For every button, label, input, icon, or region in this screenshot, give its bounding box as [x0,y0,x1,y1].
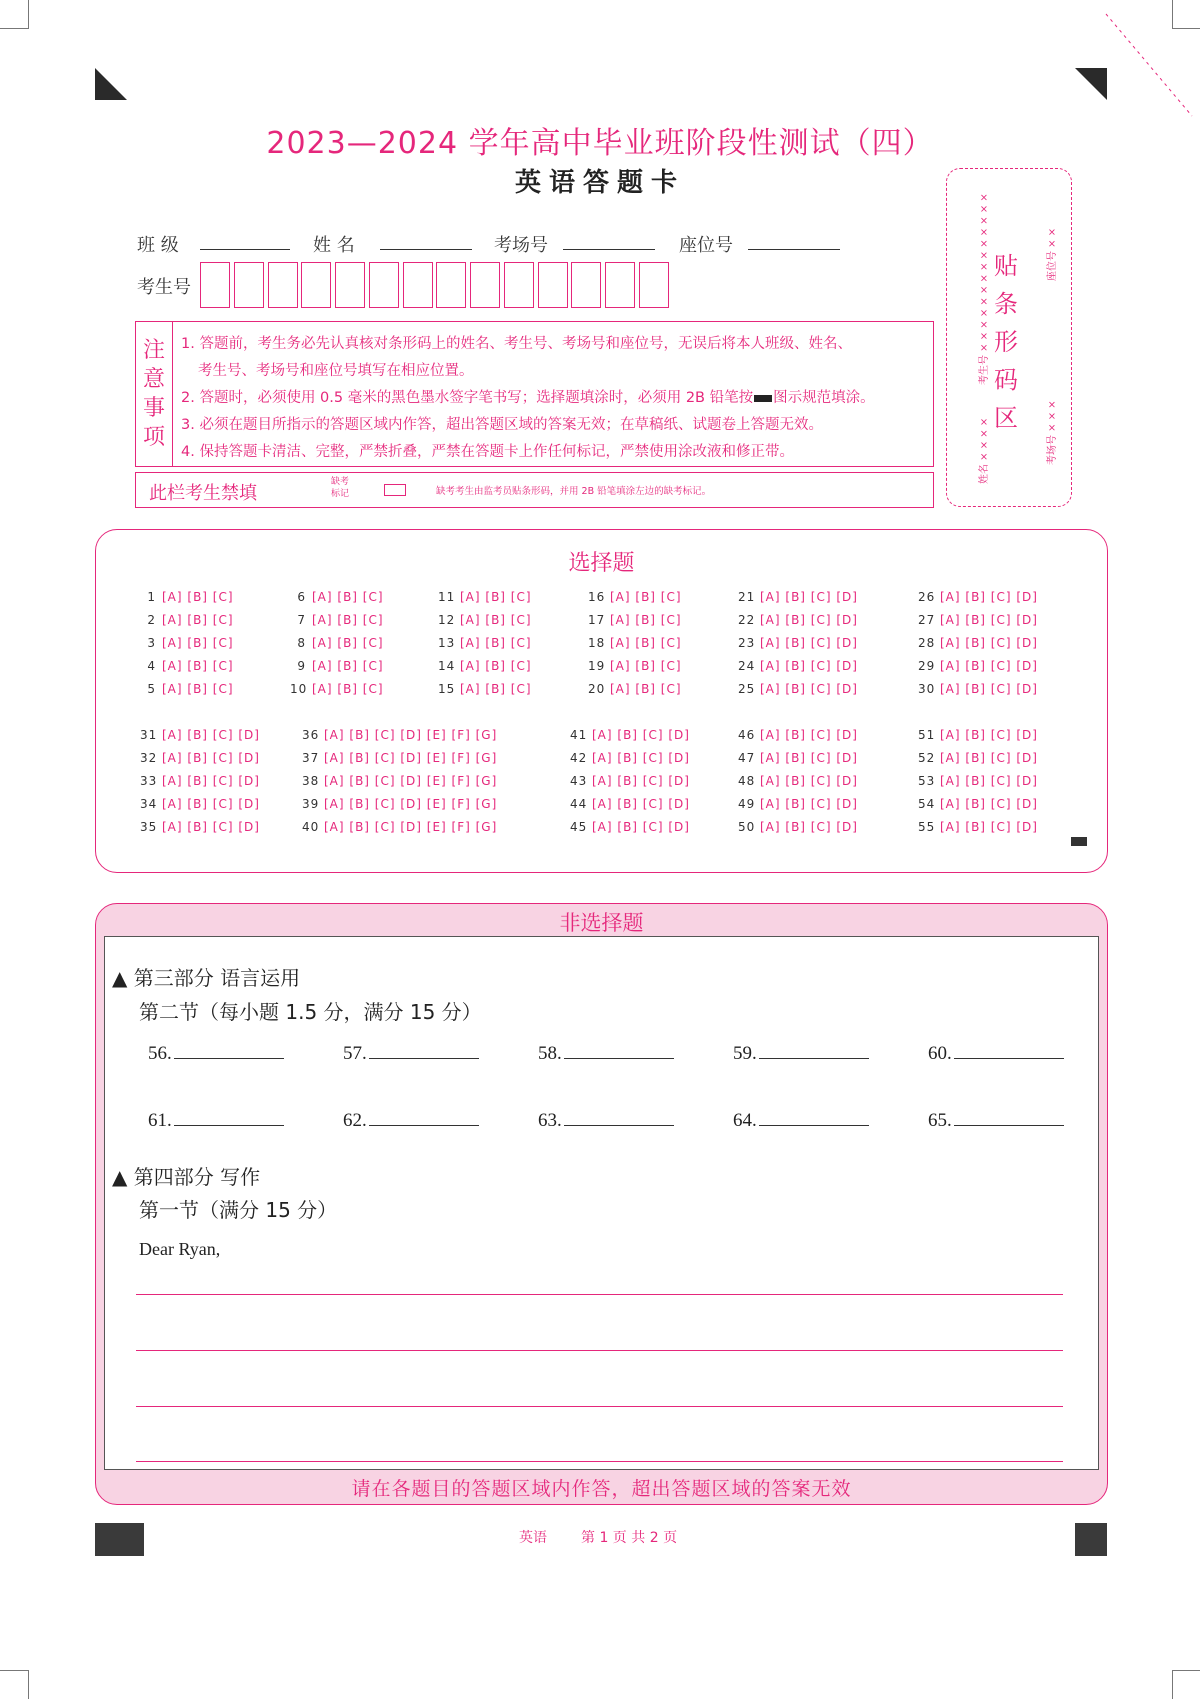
footer-warning: 请在各题目的答题区域内作答，超出答题区域的答案无效 [351,1478,852,1500]
question-number: 16 [588,590,606,604]
choice-question[interactable] [302,751,497,765]
question-number: 49 [738,797,756,811]
choice-question[interactable] [302,774,497,788]
answer-options[interactable]: [A] [B] [C] [610,613,682,627]
choice-question[interactable] [738,820,858,834]
question-number: 27 [918,613,936,627]
answer-options[interactable]: [A] [B] [C] [D] [760,613,858,627]
answer-options[interactable]: [A] [B] [C] [D] [592,820,690,834]
part3-section-heading: 第二节（每小题 1.5 分，满分 15 分） [139,1000,482,1024]
crop-mark-bottom-right [1172,1670,1200,1699]
question-number: 34 [140,797,158,811]
answer-options[interactable]: [A] [B] [C] [D] [760,636,858,650]
question-number: 50 [738,820,756,834]
answer-options[interactable]: [A] [B] [C] [460,636,532,650]
blank-line[interactable] [954,1124,1064,1126]
answer-options[interactable]: [A] [B] [C] [312,682,384,696]
question-number: 46 [738,728,756,742]
answer-options[interactable]: [A] [B] [C] [D] [940,659,1038,673]
choice-question[interactable] [140,613,234,627]
answer-options[interactable]: [A] [B] [C] [D] [162,797,260,811]
choice-question[interactable] [738,751,858,765]
barcode-label: 贴 条 形 码 区 [994,252,1018,432]
room-field[interactable] [563,248,655,250]
choice-question[interactable] [140,774,260,788]
part3-heading: ▲ 第三部分 语言运用 [112,966,301,990]
choice-question[interactable] [570,774,690,788]
answer-options[interactable]: [A] [B] [C] [D] [592,774,690,788]
question-number: 33 [140,774,158,788]
question-number: 37 [302,751,320,765]
answer-options[interactable]: [A] [B] [C] [162,613,234,627]
answer-options[interactable]: [A] [B] [C] [D] [760,728,858,742]
notice-box [135,321,934,467]
question-number: 23 [738,636,756,650]
part4-section-heading: 第一节（满分 15 分） [139,1198,338,1222]
answer-options[interactable]: [A] [B] [C] [D] [E] [F] [G] [324,728,498,742]
blank-answer[interactable] [733,1110,869,1132]
answer-options[interactable]: [A] [B] [C] [D] [760,797,858,811]
choice-question[interactable] [918,728,1038,742]
choice-question[interactable] [140,728,260,742]
question-number: 44 [570,797,588,811]
answer-options[interactable]: [A] [B] [C] [D] [E] [F] [G] [324,774,498,788]
answer-options[interactable]: [A] [B] [C] [610,636,682,650]
blank-number: 57. [343,1043,367,1064]
page-subtitle: 英语答题卡 [514,168,685,198]
barcode-id-marker: 考生号 × × × × × × × × × × × × × × [979,193,990,385]
barcode-area [946,168,1072,507]
alignment-marker-top-right [1075,68,1107,100]
answer-options[interactable]: [A] [B] [C] [D] [760,659,858,673]
answer-options[interactable]: [A] [B] [C] [D] [162,774,260,788]
name-field[interactable] [380,248,472,250]
barcode-room-marker: 考场号 × × × [1047,400,1058,465]
answer-options[interactable]: [A] [B] [C] [D] [760,751,858,765]
question-number: 8 [297,636,306,650]
question-number: 20 [588,682,606,696]
question-number: 31 [140,728,158,742]
answer-options[interactable]: [A] [B] [C] [D] [E] [F] [G] [324,797,498,811]
blank-line[interactable] [369,1057,479,1059]
question-number: 21 [738,590,756,604]
answer-options[interactable]: [A] [B] [C] [D] [940,728,1038,742]
footer-subject: 英语 [519,1530,547,1546]
answer-options[interactable]: [A] [B] [C] [610,659,682,673]
question-number: 14 [438,659,456,673]
blank-number: 60. [928,1043,952,1064]
choice-question[interactable] [140,590,234,604]
question-number: 10 [290,682,308,696]
blank-answer[interactable] [928,1110,1064,1132]
blank-number: 62. [343,1110,367,1131]
question-number: 51 [918,728,936,742]
notice-item-3: 3. 必须在题目所指示的答题区域内作答，超出答题区域的答案无效；在草稿纸、试题卷上答题无效。 [181,417,823,433]
answer-options[interactable]: [A] [B] [C] [460,590,532,604]
choice-question[interactable] [918,613,1038,627]
blank-line[interactable] [759,1124,869,1126]
question-number: 22 [738,613,756,627]
answer-options[interactable]: [A] [B] [C] [D] [592,751,690,765]
answer-options[interactable]: [A] [B] [C] [162,636,234,650]
answer-options[interactable]: [A] [B] [C] [312,659,384,673]
choice-question[interactable] [918,751,1038,765]
name-label: 姓 名 [313,235,355,256]
choice-question[interactable] [588,590,682,604]
blank-answer[interactable] [343,1043,479,1065]
forbidden-label: 此栏考生禁填 [149,483,257,504]
question-number: 15 [438,682,456,696]
question-number: 38 [302,774,320,788]
choice-question[interactable] [302,728,497,742]
choice-question[interactable] [290,659,384,673]
blank-number: 64. [733,1110,757,1131]
answer-options[interactable]: [A] [B] [C] [162,682,234,696]
seat-label: 座位号 [679,235,733,256]
class-label: 班 级 [137,235,179,256]
alignment-marker-top-left [95,68,127,100]
answer-options[interactable]: [A] [B] [C] [D] [760,774,858,788]
choice-question[interactable] [140,682,234,696]
choice-question[interactable] [738,728,858,742]
question-number: 7 [297,613,306,627]
question-number: 5 [147,682,156,696]
choice-question[interactable] [588,659,682,673]
answer-options[interactable]: [A] [B] [C] [D] [760,820,858,834]
answer-options[interactable]: [A] [B] [C] [D] [162,751,260,765]
question-number: 29 [918,659,936,673]
blank-number: 56. [148,1043,172,1064]
answer-options[interactable]: [A] [B] [C] [460,659,532,673]
fill-sample-icon [754,395,772,402]
answer-options[interactable]: [A] [B] [C] [D] [940,613,1038,627]
answer-options[interactable]: [A] [B] [C] [312,613,384,627]
question-number: 11 [438,590,456,604]
answer-options[interactable]: [A] [B] [C] [162,659,234,673]
question-number: 47 [738,751,756,765]
question-number: 54 [918,797,936,811]
notice-item-1: 1. 答题前，考生务必先认真核对条形码上的姓名、考生号、考场号和座位号，无误后将本人班级、姓名、 [181,336,852,352]
blank-number: 59. [733,1043,757,1064]
answer-options[interactable]: [A] [B] [C] [610,682,682,696]
blank-number: 63. [538,1110,562,1131]
question-number: 13 [438,636,456,650]
choice-question[interactable] [140,797,260,811]
question-number: 52 [918,751,936,765]
crop-mark-bottom-left [0,1670,29,1699]
choice-question[interactable] [588,636,682,650]
question-number: 26 [918,590,936,604]
question-number: 35 [140,820,158,834]
question-number: 1 [147,590,156,604]
forbidden-row [135,472,934,508]
notice-item-4: 4. 保持答题卡清洁、完整，严禁折叠，严禁在答题卡上作任何标记，严禁使用涂改液和修正带。 [181,444,794,460]
class-field[interactable] [200,248,290,250]
choice-question[interactable] [738,659,858,673]
question-number: 53 [918,774,936,788]
blank-line[interactable] [174,1057,284,1059]
answer-options[interactable]: [A] [B] [C] [D] [592,797,690,811]
choice-title: 选择题 [568,551,635,576]
blank-line[interactable] [174,1124,284,1126]
choice-question[interactable] [918,682,1038,696]
choice-question[interactable] [290,590,384,604]
timing-mark [1071,837,1087,846]
writing-line-3[interactable] [136,1406,1063,1407]
choice-question[interactable] [738,682,858,696]
blank-line[interactable] [564,1124,674,1126]
question-number: 43 [570,774,588,788]
choice-question[interactable] [140,636,234,650]
choice-question[interactable] [918,590,1038,604]
non-choice-title: 非选择题 [559,911,644,935]
answer-options[interactable]: [A] [B] [C] [D] [940,774,1038,788]
notice-heading: 注 意 事 项 [136,322,173,466]
blank-answer[interactable] [538,1110,674,1132]
answer-options[interactable]: [A] [B] [C] [D] [940,682,1038,696]
blank-answer[interactable] [538,1043,674,1065]
choice-question[interactable] [438,682,532,696]
question-number: 17 [588,613,606,627]
choice-question[interactable] [738,774,858,788]
room-label: 考场号 [494,235,548,256]
choice-question[interactable] [918,820,1038,834]
question-number: 12 [438,613,456,627]
choice-question[interactable] [918,797,1038,811]
blank-line[interactable] [954,1057,1064,1059]
answer-options[interactable]: [A] [B] [C] [D] [940,590,1038,604]
answer-options[interactable]: [A] [B] [C] [D] [940,751,1038,765]
barcode-seat-marker: 座位号 × × [1047,227,1058,281]
question-number: 28 [918,636,936,650]
blank-number: 61. [148,1110,172,1131]
question-number: 6 [297,590,306,604]
question-number: 41 [570,728,588,742]
notice-item-1-cont: 考生号、考场号和座位号填写在相应位置。 [198,363,474,379]
question-number: 19 [588,659,606,673]
answer-options[interactable]: [A] [B] [C] [D] [760,682,858,696]
blank-line[interactable] [759,1057,869,1059]
part4-heading: ▲ 第四部分 写作 [112,1165,261,1189]
blank-answer[interactable] [343,1110,479,1132]
absent-mark-label: 缺考 标记 [331,477,350,499]
alignment-block-bottom-left [95,1523,144,1556]
choice-question[interactable] [438,636,532,650]
answer-options[interactable]: [A] [B] [C] [162,590,234,604]
question-number: 3 [147,636,156,650]
crop-mark-top-left [0,0,29,29]
answer-options[interactable]: [A] [B] [C] [D] [E] [F] [G] [324,820,498,834]
question-number: 30 [918,682,936,696]
choice-question[interactable] [918,659,1038,673]
blank-answer[interactable] [148,1043,284,1065]
answer-options[interactable]: [A] [B] [C] [D] [940,820,1038,834]
question-number: 36 [302,728,320,742]
writing-line-1[interactable] [136,1294,1063,1295]
blank-answer[interactable] [928,1043,1064,1065]
choice-question[interactable] [290,682,384,696]
choice-question[interactable] [738,613,858,627]
barcode-name-marker: 姓名 × × × × [979,417,990,484]
question-number: 45 [570,820,588,834]
absent-note: 缺考考生由监考员贴条形码，并用 2B 铅笔填涂左边的缺考标记。 [436,486,712,497]
question-number: 32 [140,751,158,765]
student-id-label: 考生号 [137,277,191,298]
choice-question[interactable] [302,797,497,811]
answer-options[interactable]: [A] [B] [C] [460,613,532,627]
letter-greeting: Dear Ryan, [139,1239,221,1259]
seat-field[interactable] [748,248,840,250]
blank-answer[interactable] [148,1110,284,1132]
choice-question[interactable] [302,820,497,834]
choice-question[interactable] [438,613,532,627]
question-number: 55 [918,820,936,834]
choice-question[interactable] [140,659,234,673]
footer-page: 第 1 页 共 2 页 [581,1530,678,1546]
question-number: 39 [302,797,320,811]
choice-question[interactable] [570,728,690,742]
question-number: 24 [738,659,756,673]
choice-question[interactable] [290,636,384,650]
choice-question[interactable] [588,613,682,627]
choice-question[interactable] [570,797,690,811]
choice-question[interactable] [140,820,260,834]
question-number: 2 [147,613,156,627]
answer-options[interactable]: [A] [B] [C] [D] [760,590,858,604]
answer-options[interactable]: [A] [B] [C] [D] [940,797,1038,811]
notice-item-2: 2. 答题时，必须使用 0.5 毫米的黑色墨水签字笔书写；选择题填涂时，必须用 2B 铅笔按 图示规范填涂。 [181,390,875,406]
blank-number: 58. [538,1043,562,1064]
answer-options[interactable]: [A] [B] [C] [D] [940,636,1038,650]
blank-number: 65. [928,1110,952,1131]
choice-question[interactable] [140,751,260,765]
choice-question[interactable] [738,797,858,811]
choice-question[interactable] [588,682,682,696]
question-number: 40 [302,820,320,834]
answer-options[interactable]: [A] [B] [C] [610,590,682,604]
choice-question[interactable] [570,820,690,834]
choice-question[interactable] [738,636,858,650]
page-title: 2023—2024 学年高中毕业班阶段性测试（四） [266,126,934,161]
question-number: 25 [738,682,756,696]
choice-question[interactable] [570,751,690,765]
choice-question[interactable] [438,590,532,604]
question-number: 4 [147,659,156,673]
choice-question[interactable] [738,590,858,604]
answer-options[interactable]: [A] [B] [C] [312,590,384,604]
answer-options[interactable]: [A] [B] [C] [D] [162,728,260,742]
question-number: 18 [588,636,606,650]
choice-section [95,529,1108,873]
choice-question[interactable] [918,774,1038,788]
answer-options[interactable]: [A] [B] [C] [D] [162,820,260,834]
question-number: 42 [570,751,588,765]
blank-line[interactable] [369,1124,479,1126]
question-number: 9 [297,659,306,673]
choice-question[interactable] [918,636,1038,650]
alignment-block-bottom-right [1075,1523,1107,1556]
choice-question[interactable] [438,659,532,673]
writing-line-2[interactable] [136,1350,1063,1351]
answer-options[interactable]: [A] [B] [C] [D] [592,728,690,742]
blank-line[interactable] [564,1057,674,1059]
blank-answer[interactable] [733,1043,869,1065]
choice-question[interactable] [290,613,384,627]
answer-options[interactable]: [A] [B] [C] [312,636,384,650]
question-number: 48 [738,774,756,788]
fold-guide-line [1100,10,1195,120]
writing-line-4[interactable] [136,1461,1063,1462]
absent-mark-box[interactable] [384,484,406,496]
answer-options[interactable]: [A] [B] [C] [D] [E] [F] [G] [324,751,498,765]
answer-options[interactable]: [A] [B] [C] [460,682,532,696]
